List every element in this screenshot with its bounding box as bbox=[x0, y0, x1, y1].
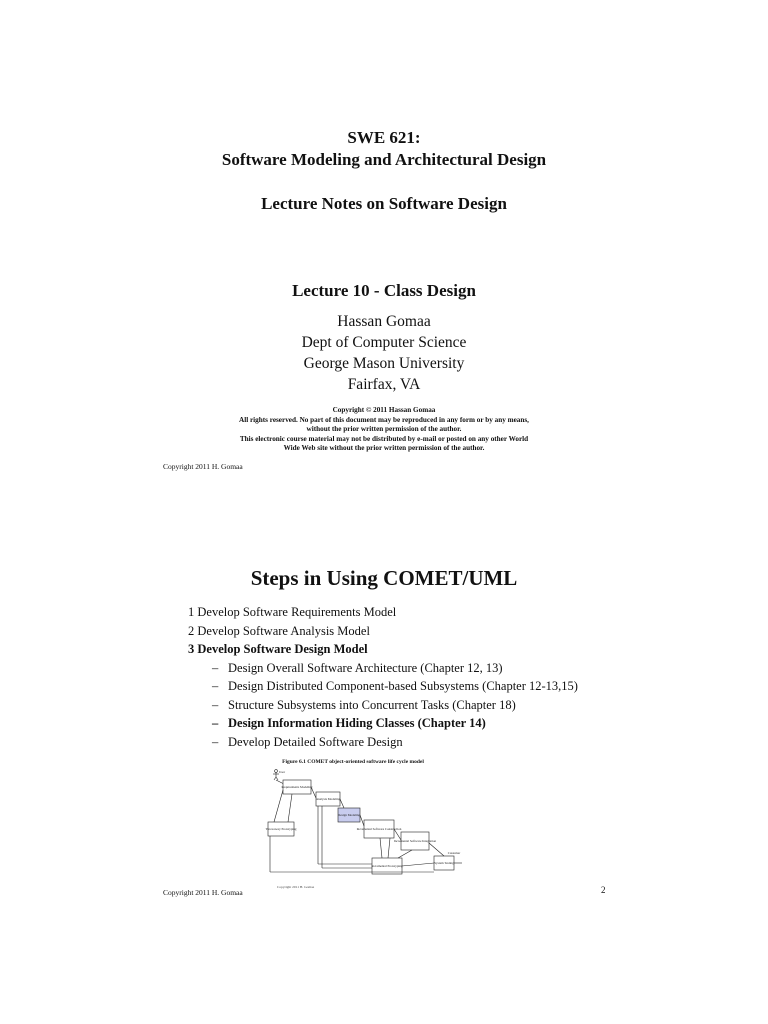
notice-line: Copyright © 2011 Hassan Gomaa bbox=[332, 406, 436, 414]
step-item: 1 Develop Software Requirements Model bbox=[188, 605, 397, 619]
dash-bullet: – bbox=[212, 697, 219, 712]
course-title: Software Modeling and Architectural Design bbox=[221, 150, 547, 169]
lifecycle-diagram bbox=[262, 768, 472, 888]
substep-item bbox=[188, 696, 578, 715]
step-item: 2 Develop Software Analysis Model bbox=[188, 623, 370, 638]
notice-line: Wide Web site without the prior written permission of the author. bbox=[283, 444, 485, 452]
notice-line: All rights reserved. No part of this document may be reproduced in any form or by any means, bbox=[239, 415, 529, 424]
lecture-title: Lecture 10 - Class Design bbox=[292, 281, 476, 300]
copyright-notice bbox=[0, 406, 768, 454]
step-item-current: 3 Develop Software Design Model bbox=[188, 642, 368, 656]
dash-bullet: – bbox=[212, 660, 219, 675]
figure-copyright: Copyright 2011 H. Gomaa bbox=[277, 885, 315, 889]
dash-bullet: – bbox=[212, 716, 219, 730]
substep-text: Design Distributed Component-based Subsystems (Chapter 12-13,15) bbox=[228, 679, 578, 693]
page-number: 2 bbox=[601, 885, 606, 895]
author-name: Hassan Gomaa bbox=[337, 313, 431, 330]
substep-item-current bbox=[188, 714, 578, 733]
dash-bullet: – bbox=[212, 679, 219, 693]
substep-text: Develop Detailed Software Design bbox=[228, 734, 403, 749]
author-university: George Mason University bbox=[303, 355, 465, 372]
box-label: Requirements Modeling bbox=[281, 785, 313, 789]
box-label: Incremental Software Construction bbox=[356, 827, 402, 831]
substep-item bbox=[188, 677, 578, 696]
author-block bbox=[0, 311, 768, 395]
actor-label: User bbox=[278, 770, 286, 774]
substep-text: Design Overall Software Architecture (Chapter 12, 13) bbox=[228, 660, 503, 675]
substep-text: Design Information Hiding Classes (Chapter 14) bbox=[228, 716, 486, 730]
dash-bullet: – bbox=[212, 734, 219, 749]
box-label: Design Modeling bbox=[337, 813, 361, 817]
box-label: Incremental Software Integration bbox=[393, 839, 437, 843]
substep-text: Structure Subsystems into Concurrent Tasks (Chapter 18) bbox=[228, 697, 516, 712]
slide2-footer: Copyright 2011 H. Gomaa bbox=[163, 888, 243, 897]
substep-item bbox=[188, 733, 578, 752]
author-department: Dept of Computer Science bbox=[301, 334, 467, 351]
author-location: Fairfax, VA bbox=[347, 376, 421, 393]
box-label: System Testing bbox=[434, 861, 454, 865]
steps-list bbox=[188, 603, 578, 751]
slide-title: Steps in Using COMET/UML bbox=[250, 566, 518, 590]
notice-line: without the prior written permission of the author. bbox=[306, 425, 462, 433]
actor-label: Customer bbox=[447, 851, 461, 855]
box-label: Analysis Modeling bbox=[315, 797, 341, 801]
box-label: Incremental Prototyping bbox=[371, 864, 403, 868]
notice-line: This electronic course material may not be distributed by e-mail or posted on any other World bbox=[239, 434, 529, 443]
course-code: SWE 621: bbox=[347, 128, 421, 147]
box-label: Throwaway Prototyping bbox=[265, 827, 297, 831]
figure-caption: Figure 6.1 COMET object-oriented software life cycle model bbox=[282, 759, 424, 765]
substep-item bbox=[188, 659, 578, 678]
lecture-notes-heading: Lecture Notes on Software Design bbox=[261, 194, 507, 213]
slide1-footer: Copyright 2011 H. Gomaa bbox=[163, 462, 243, 471]
